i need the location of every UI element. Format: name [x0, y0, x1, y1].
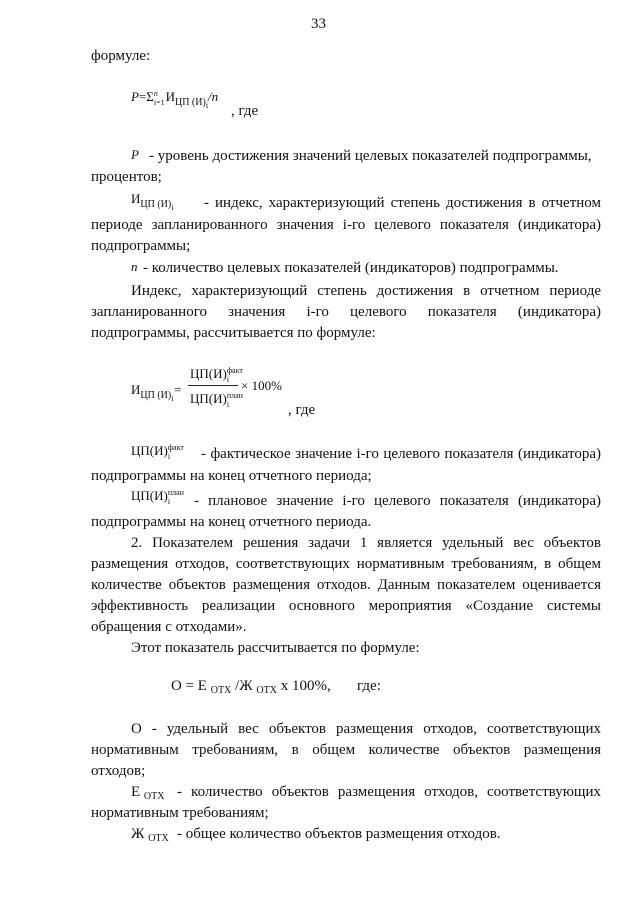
def-zh-symbol	[131, 824, 169, 849]
def-zh-sub: ОТХ	[148, 833, 169, 844]
formula-1-p: P	[131, 89, 139, 104]
para2-line5: обращения с отходами».	[91, 619, 247, 635]
para-index-line2: запланированного значения i-го целевого показателя (индикатора)	[91, 304, 601, 320]
def-fact-line1: - фактическое значение i-го целевого показателя (индикатора)	[201, 446, 601, 462]
formula-2-den-sup: план	[226, 391, 243, 401]
formula-1-sum: =Σ	[138, 89, 154, 104]
formula-2-lhs-letter: И	[131, 382, 141, 397]
def-n-symbol: n	[131, 259, 138, 274]
para2-line6: Этот показатель рассчитывается по формуле:	[131, 640, 420, 656]
def-o-line1: О - удельный вес объектов размещения отходов, соответствующих	[131, 721, 601, 737]
def-p-line1: - уровень достижения значений целевых показателей подпрограммы,	[149, 148, 592, 164]
def-p-line2: процентов;	[91, 169, 162, 185]
formula-3	[171, 676, 331, 701]
def-i-sub: ЦП (И)	[140, 199, 172, 210]
para-index-line3: подпрограммы, рассчитывается по формуле:	[91, 325, 376, 341]
formula-2-num-text: ЦП(И)	[190, 366, 227, 381]
def-plan-sub: i	[167, 497, 171, 507]
def-plan-line2: подпрограммы на конец отчетного периода.	[91, 514, 372, 530]
formula-1-cp: ЦП (И)	[174, 97, 206, 108]
formula-2-num	[190, 363, 243, 384]
def-fact-sub: i	[167, 452, 171, 462]
def-i-line2: периоде запланированного значения i-го целевого показателя (индикатора)	[91, 217, 601, 233]
def-plan-line1: - плановое значение i-го целевого показателя (индикатора)	[194, 493, 601, 509]
def-plan-symbol	[131, 485, 184, 506]
def-e-sub: ОТХ	[143, 791, 165, 802]
formula-2-num-sup: факт	[226, 366, 243, 376]
formula-2-num-sub: i	[226, 375, 230, 385]
formula-2-gde: , где	[288, 402, 316, 418]
para2-line2: размещения отходов, соответствующих нормативным требованиям, в общем	[91, 556, 601, 572]
formula-2-times: × 100%	[241, 378, 282, 393]
def-e-line2: нормативным требованиям;	[91, 805, 269, 821]
def-i-letter: И	[131, 191, 141, 206]
formula-1-sup: n	[153, 89, 158, 99]
formula-2-eq: =	[174, 382, 182, 397]
def-i-line1: - индекс, характеризующий степень достижения в отчетном	[204, 195, 601, 211]
formula-1-sub: i=1	[153, 98, 165, 108]
formula-3-zh: /Ж	[231, 678, 253, 694]
formula-3-sub-zh: ОТХ	[256, 685, 277, 696]
para2-line4: эффективность реализации основного мероприятия «Создание системы	[91, 598, 601, 614]
formula-1-gde: , где	[231, 103, 259, 119]
formula-2-den-sub: i	[226, 400, 230, 410]
formula-1-i: И	[165, 89, 175, 104]
def-plan-text: ЦП(И)	[131, 488, 168, 503]
formula-2-den-text: ЦП(И)	[190, 391, 227, 406]
def-e-line1: - количество объектов размещения отходов, соответствующих	[177, 784, 601, 800]
formula-2-lhs-subi: i	[171, 394, 174, 403]
formula-2-fraction-bar	[188, 385, 238, 386]
def-e-letter: Е	[131, 784, 141, 800]
formula-1-cpi: i	[205, 101, 209, 110]
def-fact-text: ЦП(И)	[131, 443, 168, 458]
formula-1	[131, 86, 218, 116]
def-i-symbol	[131, 188, 173, 218]
formula-3-sub-e: ОТХ	[210, 685, 232, 696]
formula-intro: формуле:	[91, 48, 151, 64]
def-p-symbol: P	[131, 147, 139, 162]
para2-line1: 2. Показателем решения задачи 1 является удельный вес объектов	[131, 535, 601, 551]
formula-2-lhs	[131, 379, 173, 409]
formula-3-end: х 100%,	[276, 678, 331, 694]
def-o-line2: нормативным требованиям, в общем количестве объектов размещения	[91, 742, 601, 758]
formula-2-den	[190, 388, 243, 409]
formula-2-lhs-sub: ЦП (И)	[140, 390, 172, 401]
page-number: 33	[311, 16, 326, 32]
def-fact-symbol	[131, 440, 184, 461]
def-fact-line2: подпрограммы на конец отчетного периода;	[91, 468, 372, 484]
formula-1-div: /n	[208, 89, 219, 104]
formula-3-oe: О = Е	[171, 678, 207, 694]
def-i-subi: i	[171, 203, 174, 212]
def-i-line3: подпрограммы;	[91, 238, 191, 254]
formula-3-gde: где:	[357, 678, 381, 694]
def-o-line3: отходов;	[91, 763, 146, 779]
def-zh-letter: Ж	[131, 826, 145, 842]
para-index-line1: Индекс, характеризующий степень достижения в отчетном периоде	[131, 283, 601, 299]
def-plan-sup: план	[167, 488, 184, 498]
def-fact-sup: факт	[167, 443, 184, 453]
def-zh-line: - общее количество объектов размещения отходов.	[177, 826, 501, 842]
def-n-line: - количество целевых показателей (индикаторов) подпрограммы.	[143, 260, 559, 276]
para2-line3: количестве объектов размещения отходов. Данным показателем оценивается	[91, 577, 601, 593]
